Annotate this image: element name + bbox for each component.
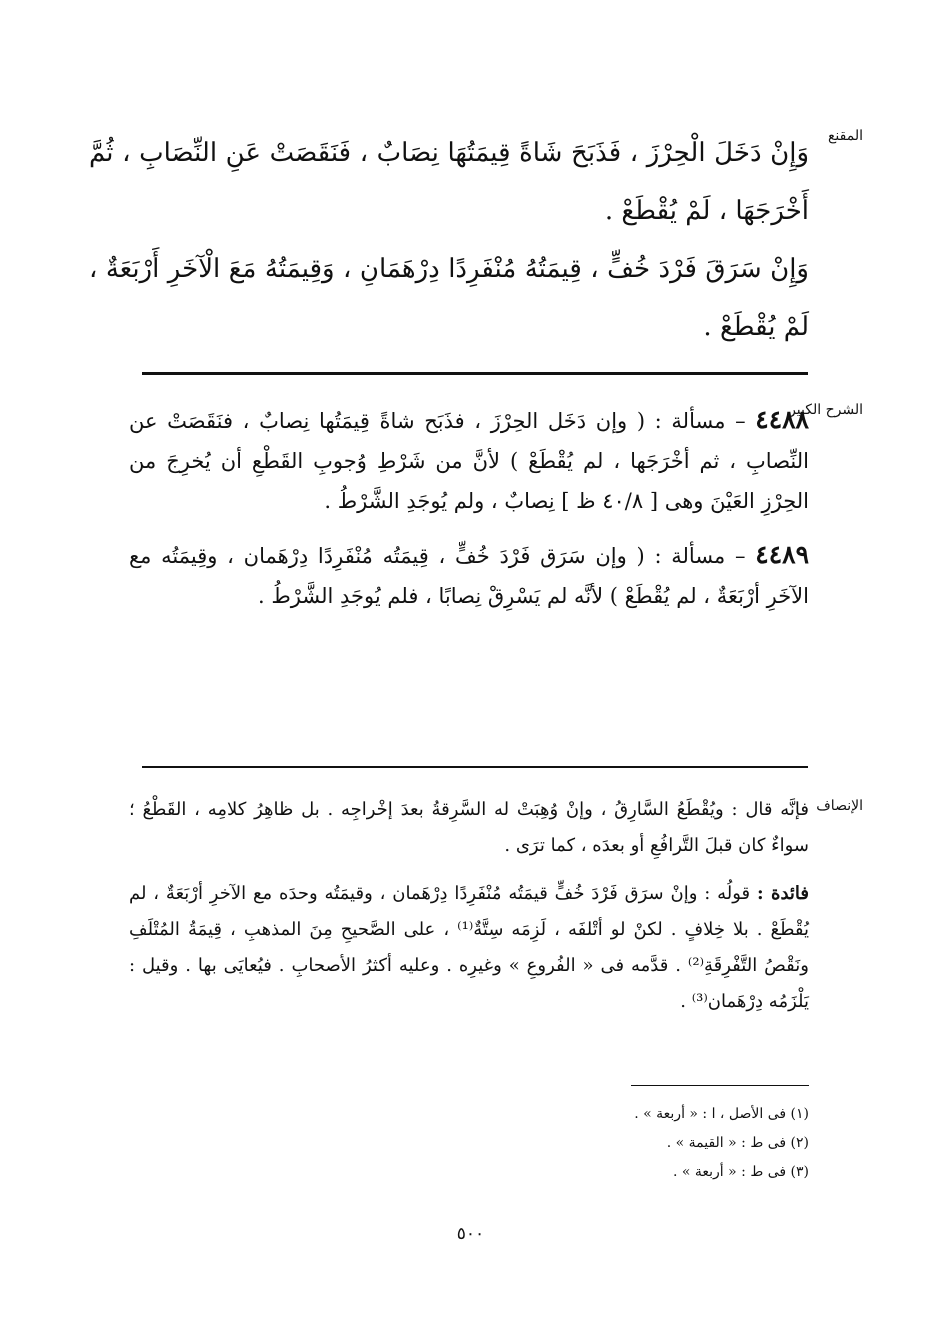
- muqni-paragraph: وَإِنْ سَرَقَ فَرْدَ خُفٍّ ، قِيمَتُهُ مُنْفَرِدًا دِرْهَمَانِ ، وَقِيمَتُهُ مَعَ الْآخَرِ أَرْبَعَةٌ ، لَمْ يُقْطَعْ .: [89, 254, 809, 342]
- insaf-paragraph: [129, 876, 809, 1020]
- page-number: ٥٠٠: [456, 1224, 485, 1244]
- masala-text: – مسألة : ( وإن سَرَق فَرْدَ خُفٍّ ، قِيمَتُه مُنْفَرِدًا دِرْهَمان ، وقِيمَتُه مع الآخَرِ أرْبَعَةٌ ، لم يُقْطَعْ ) لأنَّه لم يَسْرِقْ نِصابًا ، فلم يُوجَدِ الشَّرْطُ .: [129, 544, 809, 608]
- section-divider: [142, 372, 808, 375]
- footnote: (١) فى الأصل ، ا : « أربعة » .: [634, 1106, 809, 1122]
- insaf-text-block: [129, 792, 809, 1020]
- sharh-section-label: الشرح الكبير: [789, 402, 863, 418]
- insaf-paragraph-text: فإنَّه قال : ويُقْطَعُ السَّارِقُ ، وإنْ وُهِبَتْ له السَّرِقةُ بعدَ إخْراجِه . بل ظاهِرُ كلامِه ، القَطْعُ ؛ سواءٌ كان قبلَ التَّرافُعِ أو بعدَه ، كما ترَى .: [129, 799, 809, 856]
- muqni-text-block: [89, 124, 809, 356]
- sharh-text-block: [129, 400, 809, 616]
- footnote: (٢) فى ط : « القيمة » .: [666, 1135, 809, 1151]
- insaf-paragraph-text: قولُه : وإنْ سرَق فَرْدَ خُفٍّ قيمَتُه مُنْفَرِدًا دِرْهَمان ، وقيمَتُه وحدَه مع الآخرِ أرْبَعَةٌ ، لم يُقْطَعْ . بلا خِلافٍ . لكنْ لو أتْلفَه ، لَزِمَه سِتَّةٌ⁽¹⁾ ، على الصَّحيحِ مِنَ المذهبِ ، قِيمَةُ المُتْلَفِ ونَقْصُ التَّفْرِقَةِ⁽²⁾ . قدَّمه فى « الفُروعِ » وغيرِه . وعليه أكثرُ الأصحابِ . فيُعايَى بها . وقيل : يَلْزَمُه دِرْهَمان⁽³⁾ .: [129, 883, 810, 1012]
- masala-paragraph: [129, 400, 809, 521]
- muqni-section-label: المقنع: [827, 128, 863, 144]
- masala-number: ٤٤٨٨: [755, 405, 809, 434]
- insaf-section-label: الإنصاف: [816, 798, 863, 814]
- section-divider: [142, 766, 808, 768]
- footnotes-list: [409, 1100, 809, 1187]
- masala-paragraph: [129, 535, 809, 616]
- insaf-paragraph: [129, 792, 809, 864]
- footnote-rule: [631, 1085, 809, 1086]
- masala-text: – مسألة : ( وإن دَخَل الحِرْزَ ، فذَبَح شاةً قِيمَتُها نِصابٌ ، فنَقَصَتْ عن النِّصابِ ، ثم أخْرَجَها ، لم يُقْطَعْ ) لأنَّ من شَرْطِ وُجوبِ القَطْعِ أن يُخرِجَ من الحِرْزِ العَيْنَ وهى [ ٤٠/٨ ظ ] نِصابٌ ، ولم يُوجَدِ الشَّرْطُ .: [129, 409, 809, 513]
- footnote: (٣) فى ط : « أربعة » .: [672, 1164, 809, 1180]
- muqni-paragraph: وَإِنْ دَخَلَ الْحِرْزَ ، فَذَبَحَ شَاةً قِيمَتُهَا نِصَابٌ ، فَنَقَصَتْ عَنِ النِّصَابِ ، ثُمَّ أَخْرَجَهَا ، لَمْ يُقْطَعْ .: [89, 138, 810, 226]
- faida-heading: فائدة :: [757, 883, 809, 904]
- masala-number: ٤٤٨٩: [755, 540, 810, 569]
